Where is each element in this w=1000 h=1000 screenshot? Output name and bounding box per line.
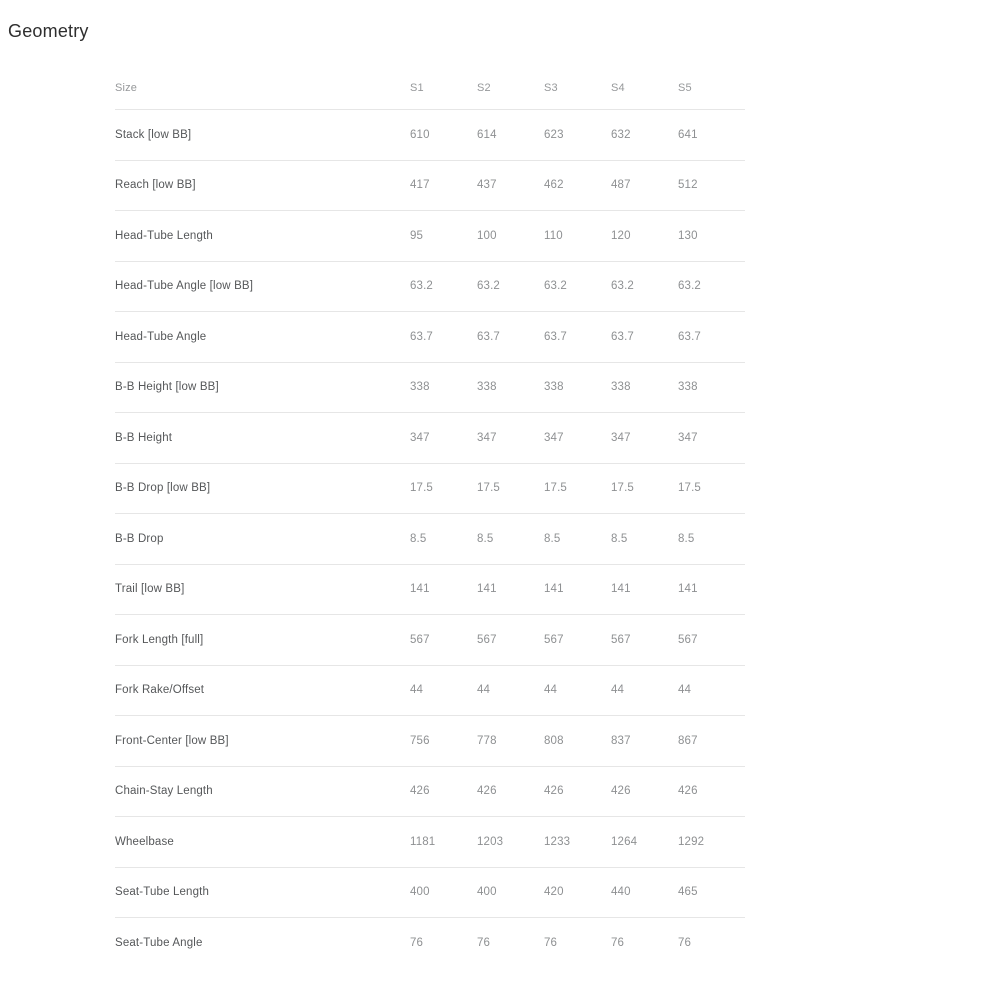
row-value: 567 [678, 633, 698, 646]
row-label: Head-Tube Length [115, 229, 213, 242]
row-value: 465 [678, 886, 698, 899]
table-row [115, 312, 745, 363]
table-row [115, 413, 745, 464]
row-value: 76 [544, 937, 558, 950]
row-value: 756 [410, 734, 430, 747]
row-value: 426 [611, 785, 631, 798]
row-value: 63.7 [678, 330, 701, 343]
row-label: B-B Height [low BB] [115, 381, 219, 394]
table-row [115, 666, 745, 717]
row-value: 130 [678, 229, 698, 242]
row-value: 120 [611, 229, 631, 242]
table-row [115, 817, 745, 868]
row-value: 338 [410, 381, 430, 394]
row-value: 440 [611, 886, 631, 899]
row-value: 778 [477, 734, 497, 747]
row-value: 426 [477, 785, 497, 798]
row-value: 1292 [678, 835, 705, 848]
row-value: 338 [544, 381, 564, 394]
row-value: 100 [477, 229, 497, 242]
row-value: 44 [477, 684, 491, 697]
row-value: 808 [544, 734, 564, 747]
row-value: 63.2 [410, 280, 433, 293]
table-row [115, 918, 745, 969]
row-value: 462 [544, 179, 564, 192]
row-label: Head-Tube Angle [115, 330, 207, 343]
row-value: 426 [410, 785, 430, 798]
row-label: Trail [low BB] [115, 583, 185, 596]
row-value: 95 [410, 229, 424, 242]
row-value: 338 [611, 381, 631, 394]
table-row [115, 110, 745, 161]
row-value: 632 [611, 128, 631, 141]
row-value: 63.2 [544, 280, 567, 293]
row-value: 347 [611, 431, 631, 444]
row-value: 17.5 [410, 482, 433, 495]
row-value: 1181 [410, 835, 436, 848]
row-value: 641 [678, 128, 698, 141]
row-value: 141 [678, 583, 698, 596]
row-label: B-B Drop [low BB] [115, 482, 211, 495]
row-value: 610 [410, 128, 430, 141]
column-header: S1 [410, 82, 424, 94]
row-value: 141 [410, 583, 430, 596]
row-value: 426 [678, 785, 698, 798]
row-label: Stack [low BB] [115, 128, 192, 141]
table-row [115, 161, 745, 212]
column-header: S2 [477, 82, 491, 94]
row-value: 17.5 [611, 482, 634, 495]
column-header: S5 [678, 82, 692, 94]
row-label: Reach [low BB] [115, 179, 196, 192]
row-value: 623 [544, 128, 564, 141]
row-value: 426 [544, 785, 564, 798]
row-value: 567 [611, 633, 631, 646]
table-row [115, 565, 745, 616]
page-title: Geometry [8, 21, 89, 41]
row-label: Chain-Stay Length [115, 785, 213, 798]
row-value: 8.5 [410, 532, 427, 545]
row-value: 347 [477, 431, 497, 444]
table-row [115, 514, 745, 565]
table-row [115, 615, 745, 666]
column-header-size: Size [115, 82, 137, 94]
row-value: 567 [410, 633, 430, 646]
row-value: 44 [678, 684, 692, 697]
row-value: 8.5 [477, 532, 494, 545]
row-value: 8.5 [678, 532, 695, 545]
row-value: 44 [544, 684, 558, 697]
row-value: 400 [410, 886, 430, 899]
row-value: 867 [678, 734, 698, 747]
table-row [115, 868, 745, 919]
row-value: 8.5 [544, 532, 561, 545]
row-value: 141 [544, 583, 564, 596]
row-value: 614 [477, 128, 497, 141]
row-value: 417 [410, 179, 430, 192]
row-label: Front-Center [low BB] [115, 734, 229, 747]
row-label: B-B Drop [115, 532, 164, 545]
row-value: 76 [611, 937, 625, 950]
row-value: 141 [477, 583, 497, 596]
row-value: 420 [544, 886, 564, 899]
row-value: 63.2 [477, 280, 500, 293]
row-value: 8.5 [611, 532, 628, 545]
row-value: 437 [477, 179, 497, 192]
table-row [115, 211, 745, 262]
table-row [115, 363, 745, 414]
table-header-row [115, 67, 745, 110]
row-value: 63.7 [611, 330, 634, 343]
row-value: 63.2 [611, 280, 634, 293]
row-value: 400 [477, 886, 497, 899]
row-value: 837 [611, 734, 631, 747]
table-row [115, 464, 745, 515]
row-label: Fork Length [full] [115, 633, 204, 646]
row-value: 63.2 [678, 280, 701, 293]
row-value: 76 [678, 937, 692, 950]
row-label: Head-Tube Angle [low BB] [115, 280, 254, 293]
row-value: 487 [611, 179, 631, 192]
row-value: 512 [678, 179, 698, 192]
row-label: Seat-Tube Length [115, 886, 210, 899]
row-value: 44 [410, 684, 424, 697]
row-value: 338 [678, 381, 698, 394]
row-value: 1233 [544, 835, 571, 848]
row-value: 17.5 [678, 482, 701, 495]
table-row [115, 262, 745, 313]
row-value: 347 [410, 431, 430, 444]
row-value: 44 [611, 684, 625, 697]
table-row [115, 716, 745, 767]
row-value: 17.5 [477, 482, 500, 495]
row-value: 110 [544, 229, 563, 242]
row-value: 1203 [477, 835, 504, 848]
row-value: 567 [477, 633, 497, 646]
column-header: S3 [544, 82, 558, 94]
row-value: 567 [544, 633, 564, 646]
row-label: B-B Height [115, 431, 173, 444]
row-label: Wheelbase [115, 835, 174, 848]
row-value: 347 [678, 431, 698, 444]
column-header: S4 [611, 82, 625, 94]
row-value: 63.7 [410, 330, 433, 343]
row-value: 1264 [611, 835, 638, 848]
row-value: 76 [477, 937, 491, 950]
geometry-table [115, 67, 745, 969]
row-label: Fork Rake/Offset [115, 684, 205, 697]
row-value: 338 [477, 381, 497, 394]
row-value: 347 [544, 431, 564, 444]
row-value: 141 [611, 583, 631, 596]
row-value: 17.5 [544, 482, 567, 495]
row-value: 76 [410, 937, 424, 950]
row-value: 63.7 [544, 330, 567, 343]
table-row [115, 767, 745, 818]
row-label: Seat-Tube Angle [115, 937, 203, 950]
row-value: 63.7 [477, 330, 500, 343]
